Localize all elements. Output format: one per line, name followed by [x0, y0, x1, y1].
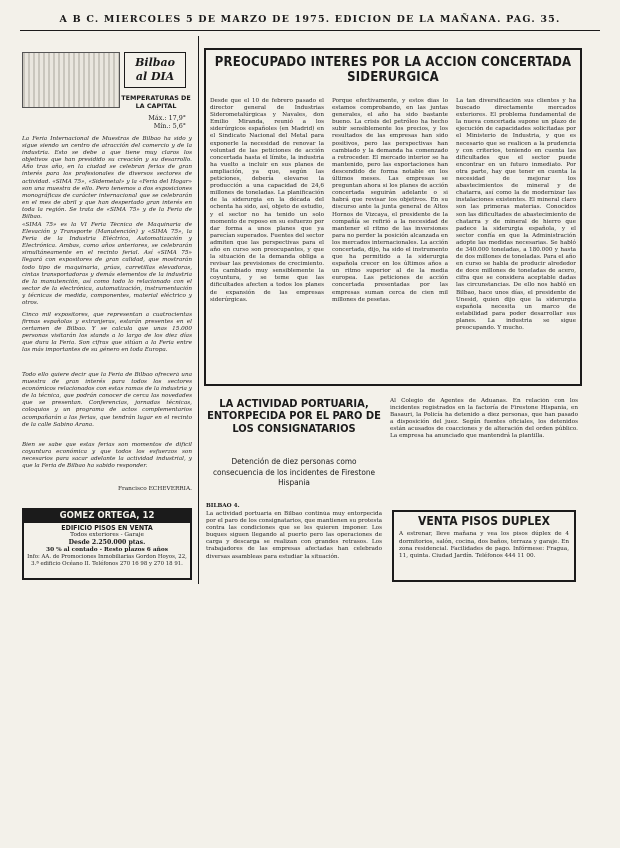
temp-min: Mín.: 5,6°	[153, 122, 186, 130]
main-column-2: Porque efectivamente, y estos días lo estamos comprobando, en las juntas generales, el año ha sido bastante bueno. La crisis del petróleo ha hecho subir sensiblemente los precios, y los resultados de las empresas han sido positivos, pero las perspectivas han cambiado y la demanda ha comenzado a retroceder. El mercado interior se ha mantenido, pero las exportaciones han descendido de forma notable en los últimos meses. Las empresas se preguntan ahora si los planes de acción concertada seguirán adelante o si habrá que revisar los objetivos. En su discurso ante la junta general de Altos Hornos de Vizcaya, el presidente de la compañía se refirió a la necesidad de mantener el ritmo de las inversiones para no perder la posición alcanzada en los mercados internacionales. La acción concertada, dijo, ha sido el instrumento que ha permitido a la siderurgia española crecer en los últimos años a un ritmo superior al de la media europea. Las peticiones de acción concertada presentadas por las empresas suman cerca de cien mil millones de pesetas.	[332, 98, 448, 303]
port-headline: LA ACTIVIDAD PORTUARIA, ENTORPECIDA POR EL PARO DE LOS CONSIGNATARIOS	[207, 397, 381, 435]
port-dateline: BILBAO 4.	[206, 503, 240, 509]
duplex-ad-body: A estrenar, lleve mañana y vea los pisos dúplex de 4 dormitorios, salón, cocina, dos baños, terraza y garaje. En zona residencial. Facilidades de pago. Infórmese: Fragua, 11, quinta. Ciudad Jardín. Teléfonos 444 11 00.	[399, 531, 569, 559]
ad-contact: Info: AA. de Promociones Inmobiliarias Gordon Hoyos, 22, 3.ª edificio Océano II. Teléfonos 270 16 98 y 270 18 91.	[27, 554, 187, 567]
ad-terms: 30 % al contado - Resto plazos 6 años	[46, 547, 168, 554]
page-header: A B C. MIERCOLES 5 DE MARZO DE 1975. EDICION DE LA MAÑANA. PAG. 35.	[59, 14, 561, 25]
main-column-1: Desde que el 10 de febrero pasado el director general de Industrias Siderometalúrgicas y Navales, don Emilio Miranda, reunió a los siderúrgicos españoles (en Madrid) en el Sindicato Nacional del Metal para exponerle la necesidad de renovar la voluntad de las peticiones de acción concertada hasta el límite, la industria ha vuelto a incluir en sus planes de ampliación, ya que, según las peticiones, debería elevarse la producción a una capacidad de 24,6 millones de toneladas. La planificación de la siderurgia en la década del ochenta ha sido, así, objeto de estudio, y el sector no ha tenido un solo momento de reposo en su esfuerzo por dar forma a unos planes que ya parecían superados. Fuentes del sector admiten que las perspectivas para el año en curso son preocupantes, y que la situación de la demanda obliga a revisar las previsiones de crecimiento. Ha cambiado muy sensiblemente la coyuntura, y se teme que las dificultades afecten a todos los planes de expansión de las empresas siderúrgicas.	[210, 98, 324, 303]
ad-headline: EDIFICIO PISOS EN VENTA	[61, 523, 153, 532]
column-title-box	[124, 52, 186, 88]
temps-title: TEMPERATURAS DE LA CAPITAL	[121, 94, 191, 110]
gomez-ortega-ad	[22, 508, 192, 580]
ad-address: GOMEZ ORTEGA, 12	[24, 510, 190, 523]
column-title-line2: al DIA	[135, 70, 175, 83]
main-column-3: La tan diversificación sus clientes y ha buscado directamente mercados exteriores. El problema fundamental de la nueva concertada supone un plazo de ejecución de capacidades solicitadas por el Ministerio de Industria, y que es necesario que se realicen a la prudencia y con criterios, teniendo en cuenta las dificultades que el sector puede encontrar en un futuro inmediato. Por otra parte, hay que tener en cuenta la necesidad de mejorar los abastecimientos de mineral y de chatarra, así como la de modernizar las instalaciones existentes. El mineral claro son las primeras materias. Conocidos son las dificultades de abastecimiento de chatarra y de mineral de hierro que padece la siderurgia española, y el sector confía en que la Administración adopte las medidas necesarias. Se habló de 340.000 toneladas, a 180.000 y hasta de dos millones de toneladas. Para el año en curso se habla de producir alrededor de doce millones de toneladas de acero, cifra que se considera aceptable dadas las circunstancias. De ello nos habló en Bilbao, hace unos días, el presidente de Unesid, quien dijo que la siderurgia española necesita un marco de estabilidad para poder desarrollar sus planes. La industria se sigue preocupando. Y mucho.	[456, 98, 576, 331]
port-right-text: Al Colegio de Agentes de Aduanas. En relación con los incidentes registrados en la factoría de Firestone Hispania, en Basauri, la Policía ha detenido a diez personas, que han pasado a disposición del juez. Según fuentes oficiales, los detenidos están acusados de coacciones y de alteración del orden público. La empresa ha anunciado que mantendrá la plantilla.	[390, 398, 578, 440]
left-paragraph-4: Todo ello quiere decir que la Feria de Bilbao ofrecerá una muestra de gran interés para todos los sectores económicos relacionados con estas ramas de la industria y de la técnica, que podrán conocer de cerca las novedades que se presentan. Conferencias, jornadas técnicas, coloquios y un programa de actos complementarios acompañarán a las ferias, que tendrán lugar en el recinto de la calle Sabino Arana.	[22, 372, 192, 428]
port-body: La actividad portuaria en Bilbao continúa muy entorpecida por el paro de los consignatarios, que mantienen su protesta contra las condiciones que se les quieren imponer. Los buques siguen llegando al puerto pero las operaciones de carga y descarga se realizan con grandes retrasos. Los trabajadores de las empresas afectadas han celebrado diversas asambleas para estudiar la situación.	[206, 511, 382, 560]
port-body-wrap	[206, 492, 382, 591]
left-paragraph-2: «SIMA 75» es la VI Feria Técnica de Maquinaria de Elevación y Transporte (Manutención) y «SIMA 75», la Feria de la Industria Eléctrica, Automatización y Electrónica. Ambas, como años anteriores, se celebrarán simultáneamente en el recinto ferial. Así «SIMA 75» llegará con expositores de gran calidad, que mostrarán todo tipo de maquinaria, grúas, carretillas elevadoras, cintas transportadoras y demás elementos de la industria de la manutención, así como todo lo relacionado con el sector de la electrónica, automatización, instrumentación y técnicas de medida, componentes, material eléctrico y otros.	[22, 222, 192, 307]
column-title-line1: Bilbao	[135, 56, 175, 69]
column-divider	[198, 36, 199, 584]
duplex-ad-title: VENTA PISOS DUPLEX	[418, 514, 550, 528]
left-paragraph-5: Bien se sabe que estas ferias son momentos de difícil coyuntura económica y que todos los esfuerzos son necesarios para sacar adelante la actividad industrial, y que la Feria de Bilbao ha sabido responder.	[22, 442, 192, 470]
header-rule	[20, 30, 600, 31]
ad-features: Todos exteriores - Garaje	[70, 532, 144, 539]
port-subhead: Detención de diez personas como consecuencia de los incidentes de Firestone Hispania	[212, 456, 376, 487]
left-paragraph-1: La Feria Internacional de Muestras de Bilbao ha sido y sigue siendo un centro de atracción del comercio y de la industria. Esto se debe a que tiene muy claros los objetivos que han presidido su creación y su desarrollo. Año tras año, en la ciudad se celebran ferias de gran interés para los profesionales de diversos sectores de actividad. «SIMA 75», «Sidemetal» y la «Feria del Hogar» son una muestra de ello. Pero tenemos a dos exposiciones monográficas de carácter internacional que se celebrarán en el mes de abril y que han despertado gran interés en toda la región. Se trata de «SIMA 75» y de la Feria de Bilbao.	[22, 136, 192, 220]
city-illustration	[22, 52, 120, 108]
main-headline: PREOCUPADO INTERES POR LA ACCION CONCERTADA SIDERURGICA	[214, 55, 572, 85]
temp-max: Máx.: 17,9°	[148, 114, 186, 122]
signature: Francisco ECHEVERRIA.	[117, 486, 192, 492]
left-paragraph-3: Cinco mil expositores, que representan a cuatrocientas firmas españolas y extranjeras, estarán presentes en el certamen de Bilbao. Y se calcula que unas 15.000 personas visitarán los stands a lo largo de los diez días que dura la Feria. Son cifras que sitúan a la Feria entre las más importantes de su género en toda Europa.	[22, 312, 192, 354]
duplex-ad	[392, 510, 576, 582]
ad-price: Desde 2.250.000 ptas.	[68, 539, 146, 547]
